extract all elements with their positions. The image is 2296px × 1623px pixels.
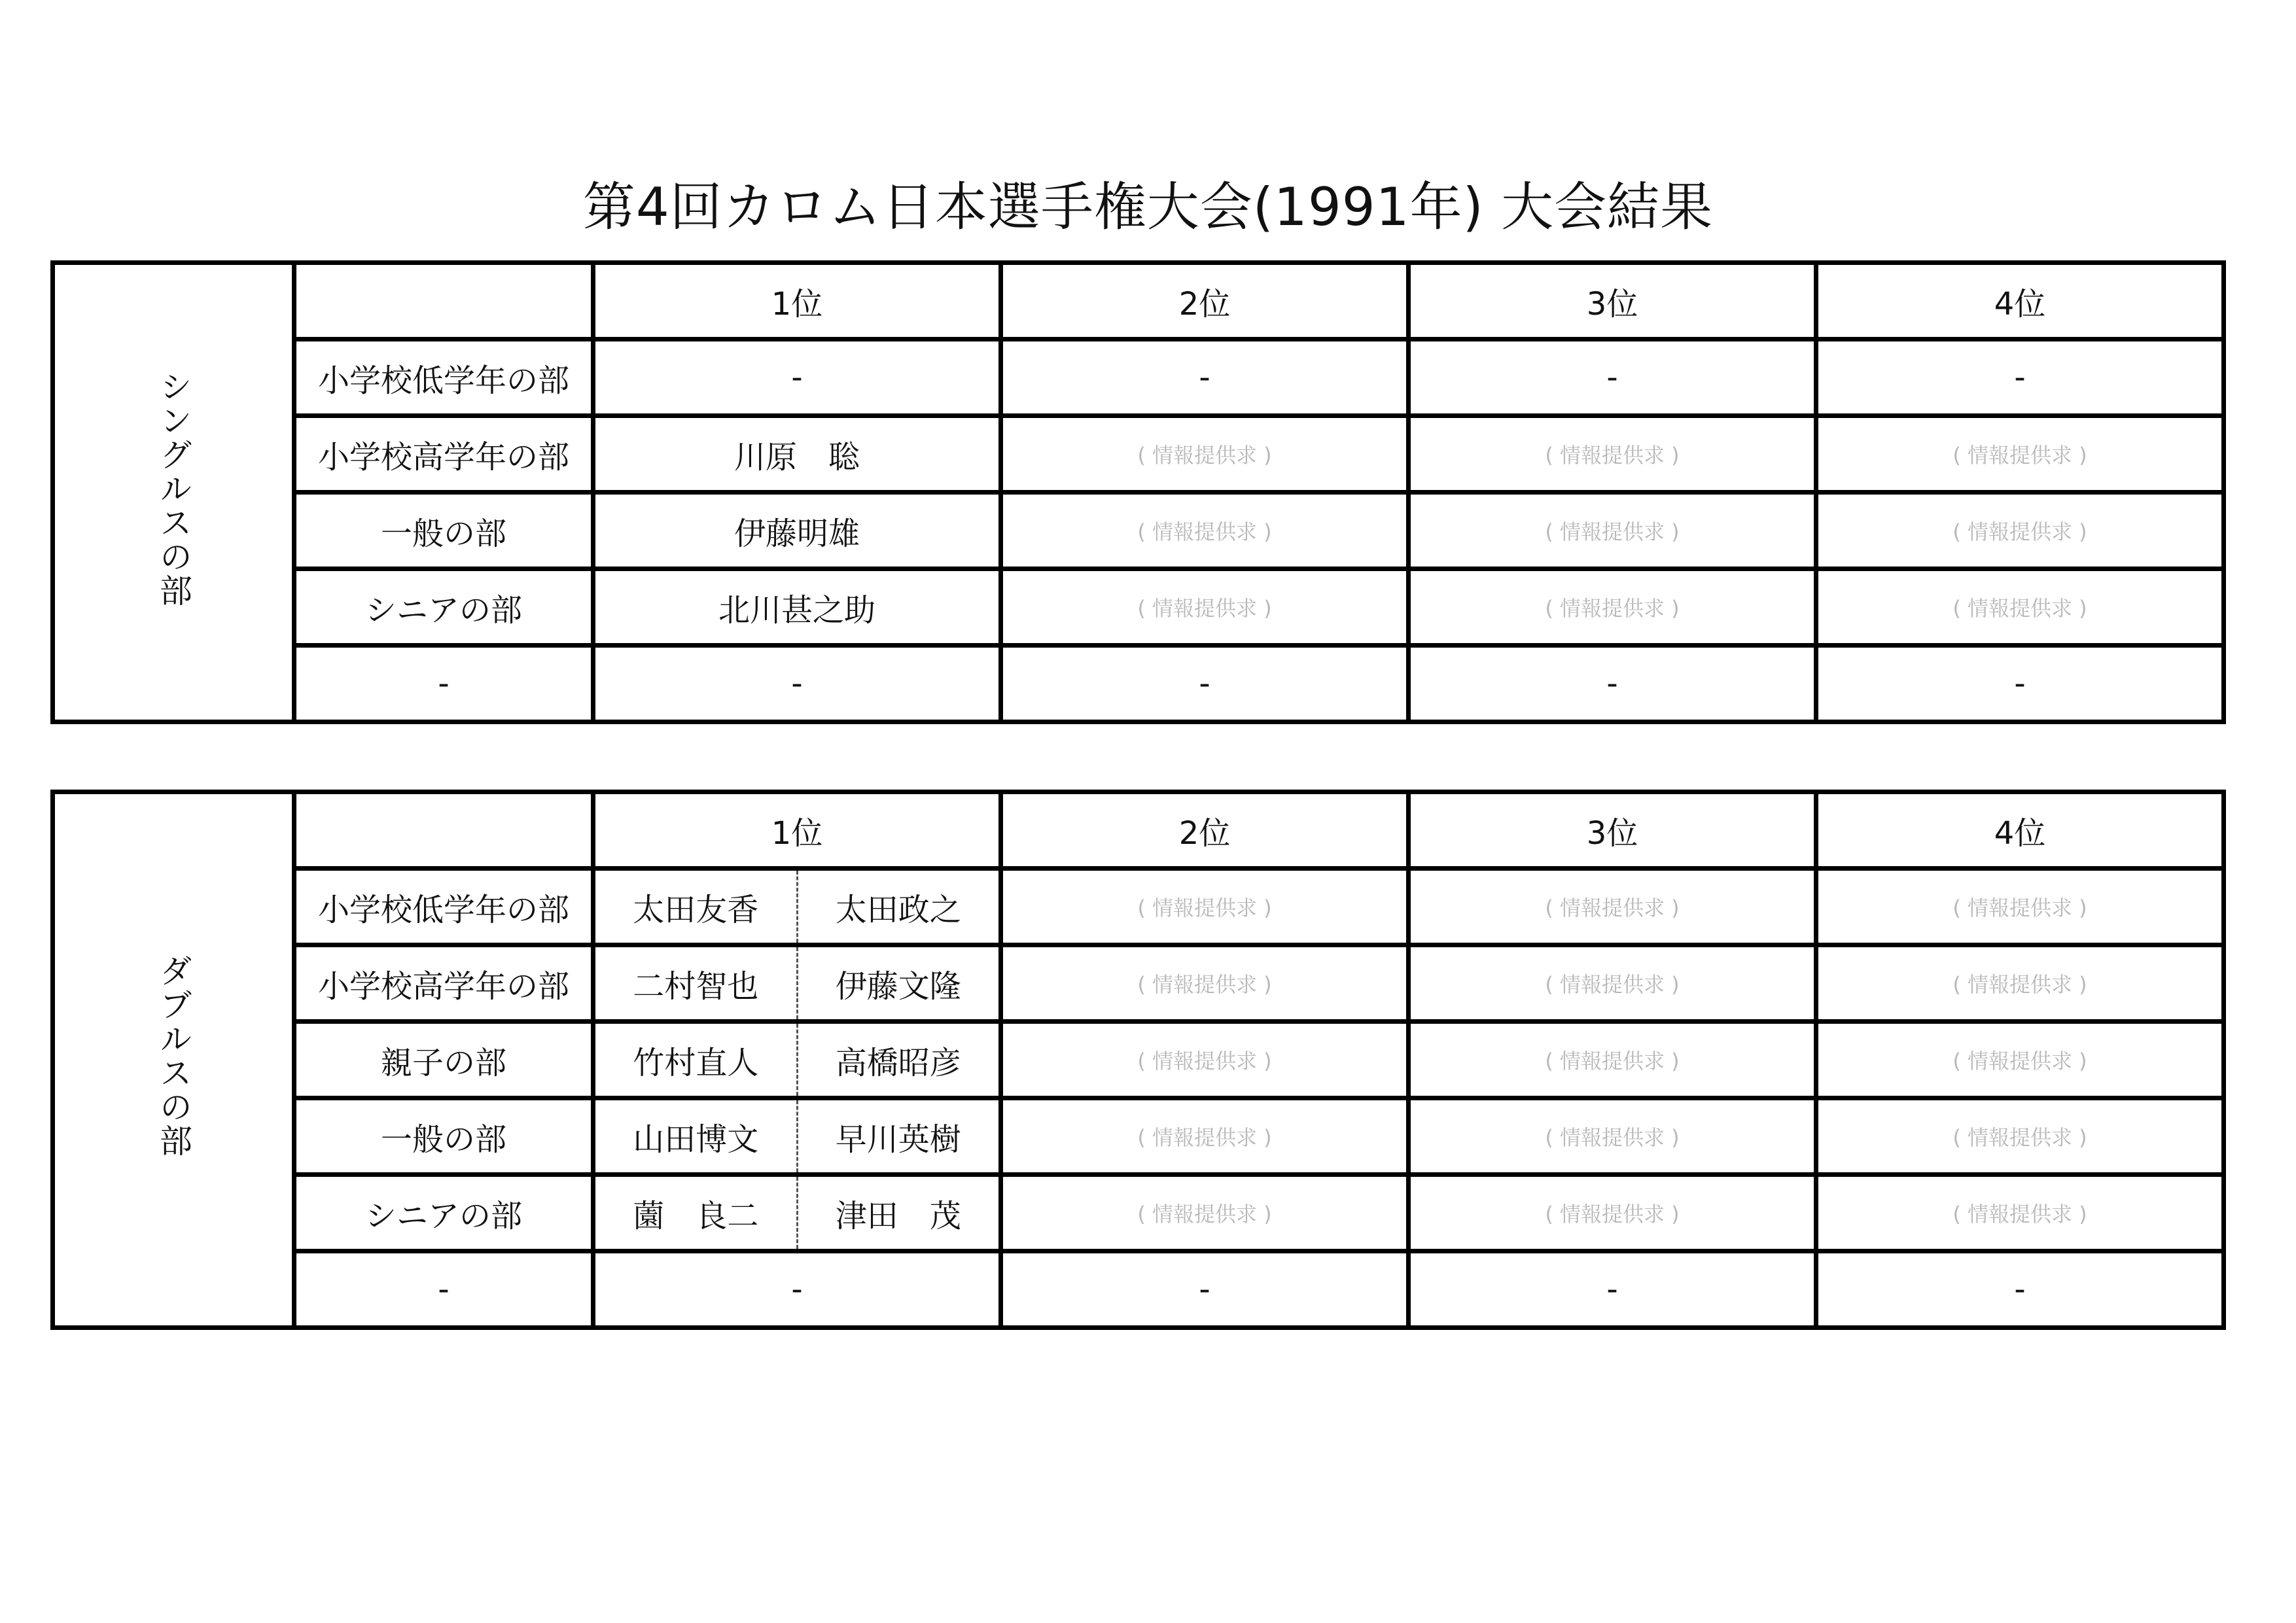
first-place-pair-cell xyxy=(593,1098,1001,1175)
table-row xyxy=(53,493,2224,569)
singles-header-row xyxy=(53,263,2224,340)
fourth-place-cell: ( 情報提供求 ) xyxy=(1816,869,2224,945)
third-place-cell: - xyxy=(1409,340,1816,416)
second-place-cell: - xyxy=(1001,1251,1409,1328)
category-cell: - xyxy=(294,646,593,722)
doubles-header-row xyxy=(53,792,2224,869)
doubles-group-label: ダブルスの部 xyxy=(154,954,192,1158)
table-row xyxy=(53,1175,2224,1251)
category-cell: シニアの部 xyxy=(294,1175,593,1251)
table-row xyxy=(53,869,2224,945)
first-place-player-b: 早川英樹 xyxy=(796,1100,999,1172)
second-place-cell: ( 情報提供求 ) xyxy=(1001,416,1409,493)
table-row xyxy=(53,340,2224,416)
singles-rank-3-header: 3位 xyxy=(1409,263,1816,340)
fourth-place-cell: ( 情報提供求 ) xyxy=(1816,416,2224,493)
table-row xyxy=(53,416,2224,493)
third-place-cell: ( 情報提供求 ) xyxy=(1409,869,1816,945)
first-place-cell: - xyxy=(593,1251,1001,1328)
first-place-pair-cell xyxy=(593,945,1001,1022)
second-place-cell: - xyxy=(1001,646,1409,722)
first-place-cell: 伊藤明雄 xyxy=(593,493,1001,569)
third-place-cell: ( 情報提供求 ) xyxy=(1409,493,1816,569)
first-place-cell: 北川甚之助 xyxy=(593,569,1001,646)
doubles-header-blank xyxy=(294,792,593,869)
fourth-place-cell: - xyxy=(1816,646,2224,722)
third-place-cell: ( 情報提供求 ) xyxy=(1409,945,1816,1022)
doubles-rank-3-header: 3位 xyxy=(1409,792,1816,869)
first-place-player-a: 二村智也 xyxy=(633,968,759,1005)
category-cell: 小学校高学年の部 xyxy=(294,416,593,493)
table-row xyxy=(53,569,2224,646)
fourth-place-cell: - xyxy=(1816,340,2224,416)
category-cell: 小学校低学年の部 xyxy=(294,869,593,945)
second-place-cell: ( 情報提供求 ) xyxy=(1001,1022,1409,1098)
third-place-cell: ( 情報提供求 ) xyxy=(1409,1022,1816,1098)
fourth-place-cell: ( 情報提供求 ) xyxy=(1816,1175,2224,1251)
first-place-cell: - xyxy=(593,340,1001,416)
first-place-pair-cell xyxy=(593,1175,1001,1251)
third-place-cell: - xyxy=(1409,646,1816,722)
first-place-cell: 川原 聡 xyxy=(593,416,1001,493)
second-place-cell: ( 情報提供求 ) xyxy=(1001,1175,1409,1251)
doubles-rank-2-header: 2位 xyxy=(1001,792,1409,869)
first-place-player-b: 太田政之 xyxy=(796,871,999,943)
second-place-cell: ( 情報提供求 ) xyxy=(1001,869,1409,945)
doubles-rank-4-header: 4位 xyxy=(1816,792,2224,869)
third-place-cell: - xyxy=(1409,1251,1816,1328)
category-cell: 一般の部 xyxy=(294,493,593,569)
second-place-cell: ( 情報提供求 ) xyxy=(1001,1098,1409,1175)
first-place-player-a: 竹村直人 xyxy=(633,1044,759,1081)
fourth-place-cell: - xyxy=(1816,1251,2224,1328)
fourth-place-cell: ( 情報提供求 ) xyxy=(1816,1022,2224,1098)
first-place-player-a: 太田友香 xyxy=(633,891,759,928)
second-place-cell: ( 情報提供求 ) xyxy=(1001,945,1409,1022)
singles-header-blank xyxy=(294,263,593,340)
category-cell: シニアの部 xyxy=(294,569,593,646)
first-place-pair-cell xyxy=(593,1022,1001,1098)
doubles-group-label-cell xyxy=(53,792,294,1328)
first-place-player-b: 高橋昭彦 xyxy=(796,1024,999,1096)
first-place-pair-cell xyxy=(593,869,1001,945)
third-place-cell: ( 情報提供求 ) xyxy=(1409,569,1816,646)
category-cell: 親子の部 xyxy=(294,1022,593,1098)
table-row xyxy=(53,945,2224,1022)
second-place-cell: ( 情報提供求 ) xyxy=(1001,569,1409,646)
singles-group-label-cell xyxy=(53,263,294,722)
first-place-player-b: 伊藤文隆 xyxy=(796,947,999,1019)
first-place-cell: - xyxy=(593,646,1001,722)
category-cell: - xyxy=(294,1251,593,1328)
doubles-rank-1-header: 1位 xyxy=(593,792,1001,869)
third-place-cell: ( 情報提供求 ) xyxy=(1409,1098,1816,1175)
second-place-cell: ( 情報提供求 ) xyxy=(1001,493,1409,569)
category-cell: 一般の部 xyxy=(294,1098,593,1175)
first-place-player-b: 津田 茂 xyxy=(796,1177,999,1249)
third-place-cell: ( 情報提供求 ) xyxy=(1409,416,1816,493)
singles-table xyxy=(50,260,2226,724)
singles-group-label: シングルスの部 xyxy=(154,369,192,608)
third-place-cell: ( 情報提供求 ) xyxy=(1409,1175,1816,1251)
table-row xyxy=(53,646,2224,722)
singles-rank-4-header: 4位 xyxy=(1816,263,2224,340)
doubles-table xyxy=(50,790,2226,1330)
fourth-place-cell: ( 情報提供求 ) xyxy=(1816,945,2224,1022)
page-title: 第4回カロム日本選手権大会(1991年) 大会結果 xyxy=(582,177,1714,237)
first-place-player-a: 薗 良二 xyxy=(633,1197,759,1234)
table-row xyxy=(53,1098,2224,1175)
fourth-place-cell: ( 情報提供求 ) xyxy=(1816,569,2224,646)
second-place-cell: - xyxy=(1001,340,1409,416)
category-cell: 小学校低学年の部 xyxy=(294,340,593,416)
fourth-place-cell: ( 情報提供求 ) xyxy=(1816,493,2224,569)
singles-rank-2-header: 2位 xyxy=(1001,263,1409,340)
first-place-player-a: 山田博文 xyxy=(633,1121,759,1158)
singles-rank-1-header: 1位 xyxy=(593,263,1001,340)
category-cell: 小学校高学年の部 xyxy=(294,945,593,1022)
fourth-place-cell: ( 情報提供求 ) xyxy=(1816,1098,2224,1175)
table-row xyxy=(53,1251,2224,1328)
table-row xyxy=(53,1022,2224,1098)
